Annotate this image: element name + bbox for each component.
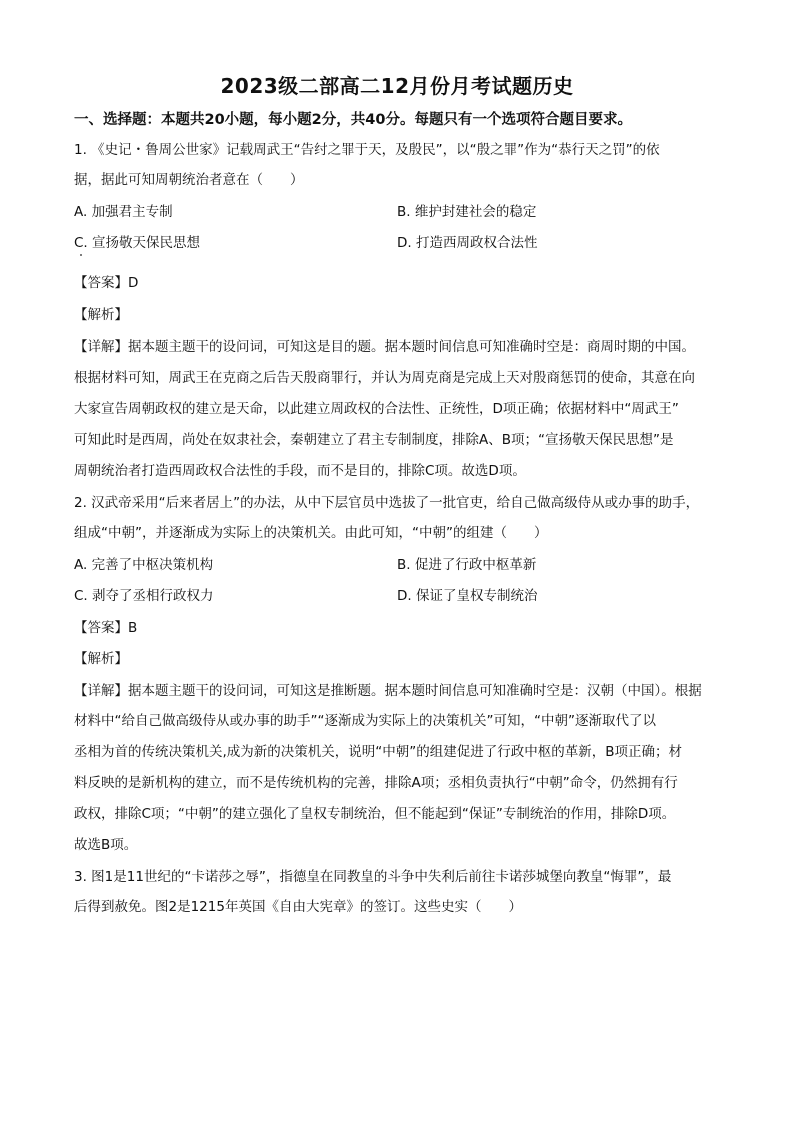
question-2-answer: 【答案】B [74,620,138,636]
question-2-option-c: C. 剥夺了丞相行政权力 [74,588,214,604]
question-1-detail-line-5: 周朝统治者打造西周政权合法性的手段，而不是目的，排除C项。故选D项。 [74,463,526,479]
question-1-stem-line-2: 据，据此可知周朝统治者意在（ ） [74,172,304,188]
question-2-stem-line-2: 组成“中朝”，并逐渐成为实际上的决策机关。由此可知，“中朝”的组建（ ） [74,525,548,541]
stray-mark [80,254,82,256]
question-2-detail-line-2: 材料中“给自己做高级侍从或办事的助手”“逐渐成为实际上的决策机关”可知，“中朝”逐渐取代了以 [74,713,656,729]
question-1-analysis-label: 【解析】 [74,307,128,323]
question-1-answer: 【答案】D [74,275,139,291]
question-2-option-d: D. 保证了皇权专制统治 [397,588,538,604]
question-2-detail-line-1: 【详解】据本题主题干的设问词，可知这是推断题。据本题时间信息可知准确时空是：汉朝（中国）。根据 [74,683,702,699]
question-1-detail-line-2: 根据材料可知，周武王在克商之后告天殷商罪行，并认为周克商是完成上天对殷商惩罚的使命，其意在向 [74,370,695,386]
question-1-stem-line-1: 1. 《史记・鲁周公世家》记载周武王“告纣之罪于天，及殷民”，以“殷之罪”作为“恭行天之罚”的依 [74,142,660,158]
question-1-detail-line-4: 可知此时是西周，尚处在奴隶社会，秦朝建立了君主专制制度，排除A、B项；“宣扬敬天保民思想”是 [74,432,674,448]
question-3-stem-line-2: 后得到赦免。图2是1215年英国《自由大宪章》的签订。这些史实（ ） [74,899,522,915]
question-1-option-b: B. 维护封建社会的稳定 [397,204,537,220]
question-2-analysis-label: 【解析】 [74,651,128,667]
question-2-option-b: B. 促进了行政中枢革新 [397,557,537,573]
question-1-detail-line-1: 【详解】据本题主题干的设问词，可知这是目的题。据本题时间信息可知准确时空是：商周时期的中国。 [74,339,695,355]
question-2-detail-line-3: 丞相为首的传统决策机关,成为新的决策机关，说明“中朝”的组建促进了行政中枢的革新，B项正确；材 [74,744,683,760]
question-1-detail-line-3: 大家宣告周朝政权的建立是天命，以此建立周政权的合法性、正统性，D项正确；依据材料中“周武王” [74,401,679,417]
question-2-detail-line-4: 料反映的是新机构的建立，而不是传统机构的完善，排除A项；丞相负责执行“中朝”命令，仍然拥有行 [74,775,678,791]
question-1-option-c: C. 宣扬敬天保民思想 [74,235,201,251]
page-title: 2023级二部高二12月份月考试题历史 [220,74,574,98]
question-2-detail-line-6: 故选B项。 [74,837,138,853]
question-2-detail-line-5: 政权，排除C项；“中朝”的建立强化了皇权专制统治，但不能起到“保证”专制统治的作用，排除D项。 [74,806,676,822]
question-1-option-a: A. 加强君主专制 [74,204,173,220]
question-2-option-a: A. 完善了中枢决策机构 [74,557,214,573]
question-2-stem-line-1: 2. 汉武帝采用“后来者居上”的办法，从中下层官员中选拔了一批官吏，给自己做高级侍从或办事的助手， [74,495,700,511]
question-3-stem-line-1: 3. 图1是11世纪的“卡诺莎之辱”，指德皇在同教皇的斗争中失利后前往卡诺莎城堡向教皇“悔罪”，最 [74,869,672,885]
section-heading: 一、选择题：本题共20小题，每小题2分，共40分。每题只有一个选项符合题目要求。 [74,112,632,128]
question-1-option-d: D. 打造西周政权合法性 [397,235,538,251]
